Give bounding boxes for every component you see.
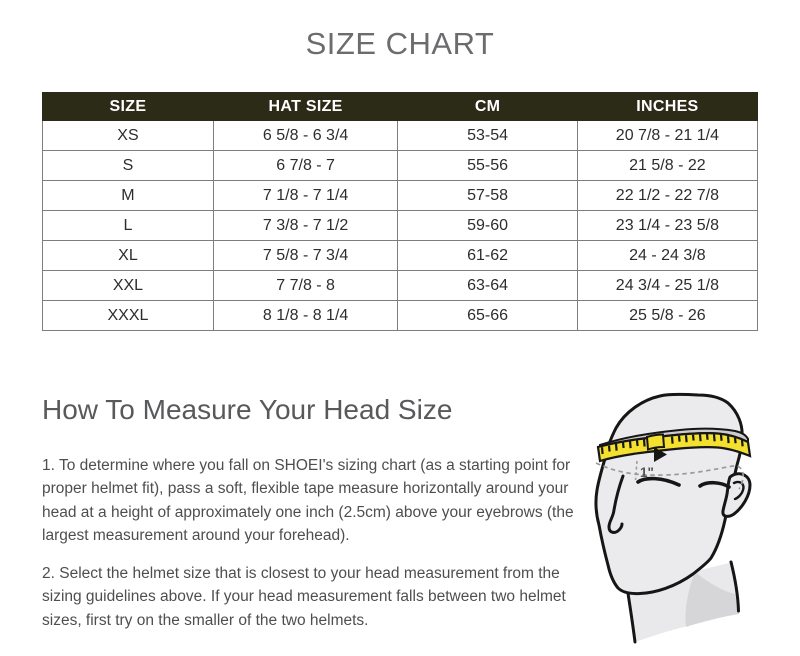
cell-size: S <box>43 151 214 181</box>
tape-end-tab <box>647 435 664 450</box>
cell-cm: 57-58 <box>398 181 577 211</box>
cell-cm: 63-64 <box>398 271 577 301</box>
cell-hat: 7 7/8 - 8 <box>213 271 397 301</box>
cell-size: L <box>43 211 214 241</box>
table-row <box>43 271 758 301</box>
cell-hat: 8 1/8 - 8 1/4 <box>213 301 397 331</box>
cell-inches: 20 7/8 - 21 1/4 <box>577 121 757 151</box>
cell-cm: 55-56 <box>398 151 577 181</box>
col-header-cm: CM <box>398 93 577 121</box>
table-row <box>43 181 758 211</box>
head-measurement-illustration <box>590 390 800 656</box>
cell-hat: 6 5/8 - 6 3/4 <box>213 121 397 151</box>
cell-size: M <box>43 181 214 211</box>
cell-inches: 22 1/2 - 22 7/8 <box>577 181 757 211</box>
table-row <box>43 241 758 271</box>
table-row <box>43 121 758 151</box>
page-title: SIZE CHART <box>305 26 495 61</box>
cell-cm: 53-54 <box>398 121 577 151</box>
cell-size: XXL <box>43 271 214 301</box>
cell-cm: 65-66 <box>398 301 577 331</box>
col-header-size: SIZE <box>43 93 214 121</box>
one-inch-label: 1" <box>640 465 654 480</box>
table-header-row <box>43 93 758 121</box>
col-header-inches: INCHES <box>577 93 757 121</box>
cell-size: XS <box>43 121 214 151</box>
cell-cm: 61-62 <box>398 241 577 271</box>
size-chart-table <box>42 92 758 331</box>
cell-hat: 7 5/8 - 7 3/4 <box>213 241 397 271</box>
col-header-hat-size: HAT SIZE <box>213 93 397 121</box>
cell-inches: 24 3/4 - 25 1/8 <box>577 271 757 301</box>
cell-size: XL <box>43 241 214 271</box>
cell-cm: 59-60 <box>398 211 577 241</box>
cell-hat: 7 3/8 - 7 1/2 <box>213 211 397 241</box>
table-row <box>43 301 758 331</box>
cell-inches: 24 - 24 3/8 <box>577 241 757 271</box>
cell-inches: 21 5/8 - 22 <box>577 151 757 181</box>
measure-step-1: 1. To determine where you fall on SHOEI's sizing chart (as a starting point for proper helmet fit), pass a soft, flexible tape measure horizontally around your head at a height of approximately one inch (2.5cm) above your eyebrows (the largest measurement around your forehead). <box>42 457 574 545</box>
measure-step-2: 2. Select the helmet size that is closest to your head measurement from the sizing guidelines above. If your head measurement falls between two helmet sizes, first try on the smaller of the two helmets. <box>42 565 566 629</box>
table-row <box>43 151 758 181</box>
table-row <box>43 211 758 241</box>
cell-inches: 25 5/8 - 26 <box>577 301 757 331</box>
cell-size: XXXL <box>43 301 214 331</box>
cell-inches: 23 1/4 - 23 5/8 <box>577 211 757 241</box>
cell-hat: 6 7/8 - 7 <box>213 151 397 181</box>
cell-hat: 7 1/8 - 7 1/4 <box>213 181 397 211</box>
measure-section-heading: How To Measure Your Head Size <box>42 394 453 425</box>
